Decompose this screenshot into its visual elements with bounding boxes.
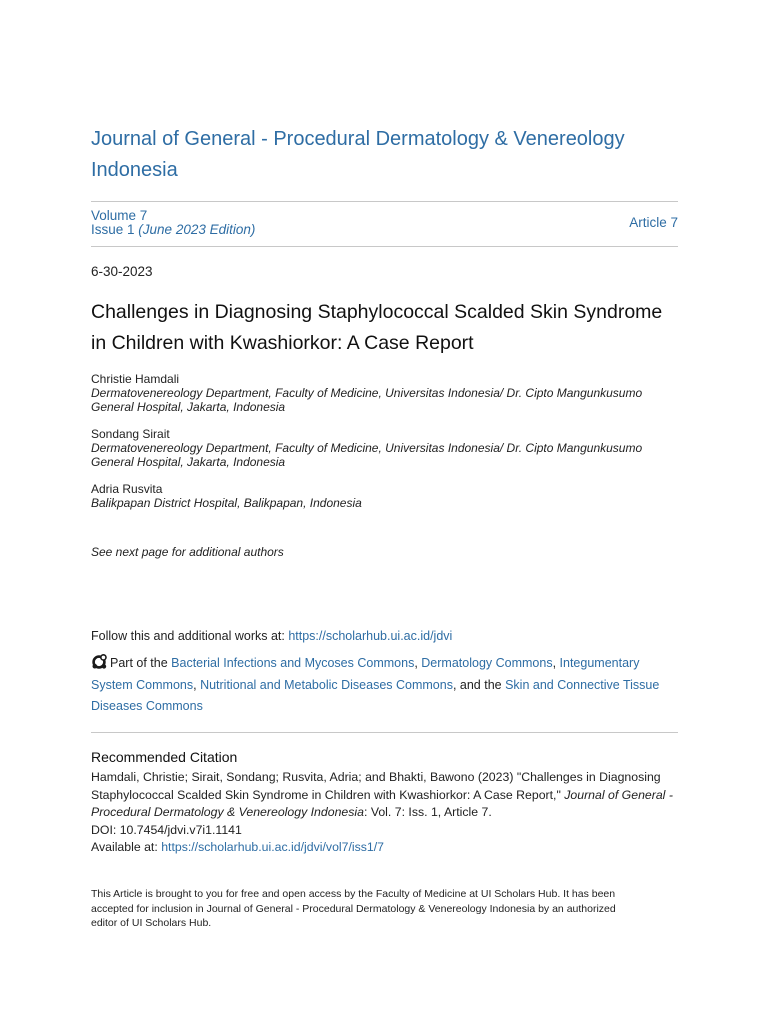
volume-issue-block — [91, 209, 255, 237]
and-the-text: , and the — [452, 677, 506, 692]
part-of-prefix: Part of the — [110, 656, 172, 670]
citation-journal-part2: Procedural Dermatology & Venereology Indonesia — [91, 805, 364, 819]
article-title-line1: Challenges in Diagnosing Staphylococcal Scalded Skin Syndrome — [91, 301, 663, 323]
volume-link[interactable]: Volume 7 — [91, 208, 148, 223]
author-entry — [91, 482, 678, 510]
citation-heading: Recommended Citation — [91, 749, 238, 765]
footer-line3: editor of UI Scholars Hub. — [91, 917, 212, 929]
open-access-note — [91, 887, 678, 931]
publication-date: 6-30-2023 — [91, 264, 153, 279]
citation-line1: Hamdali, Christie; Sirait, Sondang; Rusvita, Adria; and Bhakti, Bawono (2023) "Challenges in Diagnosing — [91, 770, 661, 784]
article-title-line2: in Children with Kwashiorkor: A Case Report — [91, 332, 474, 354]
follow-line — [91, 629, 452, 643]
issue-link[interactable] — [91, 222, 255, 237]
skin-line1[interactable]: Skin and Connective Tissue — [505, 677, 660, 692]
footer-line1: This Article is brought to you for free and open access by the Faculty of Medicine at UI Scholars Hub. It has been — [91, 888, 616, 900]
integumentary-line2[interactable]: System Commons — [91, 677, 194, 692]
discipline-link-dermatology[interactable]: Dermatology Commons — [421, 656, 553, 670]
network-icon — [91, 654, 107, 670]
author-affiliation-line1: Dermatovenereology Department, Faculty of Medicine, Universitas Indonesia/ Dr. Cipto Mangunkusumo — [91, 441, 643, 455]
author-affiliation-line2: General Hospital, Jakarta, Indonesia — [91, 400, 286, 414]
author-name: Sondang Sirait — [91, 427, 170, 441]
citation-journal-part1: Journal of General - — [564, 787, 673, 802]
follow-link[interactable]: https://scholarhub.ui.ac.id/jdvi — [288, 629, 453, 643]
author-list — [91, 372, 678, 523]
citation-divider — [91, 732, 678, 733]
integumentary-line1[interactable]: Integumentary — [559, 656, 640, 670]
discipline-link-bacterial[interactable]: Bacterial Infections and Mycoses Commons — [171, 656, 415, 670]
follow-text: Follow this and additional works at: — [91, 629, 289, 643]
separator: , — [193, 677, 201, 692]
additional-authors-note: See next page for additional authors — [91, 545, 284, 559]
author-affiliation-line1: Dermatovenereology Department, Faculty of Medicine, Universitas Indonesia/ Dr. Cipto Mangunkusumo — [91, 386, 643, 400]
journal-title-line1[interactable]: Journal of General - Procedural Dermatology & Venereology — [91, 128, 625, 150]
discipline-link-nutritional[interactable]: Nutritional and Metabolic Diseases Commons — [200, 677, 453, 692]
article-title — [91, 297, 678, 359]
separator: , — [414, 656, 422, 670]
journal-title-link[interactable] — [91, 128, 625, 181]
author-affiliation-line2: General Hospital, Jakarta, Indonesia — [91, 455, 286, 469]
available-link[interactable]: https://scholarhub.ui.ac.id/jdvi/vol7/iss1/7 — [161, 840, 385, 854]
network-icon-svg — [91, 654, 107, 670]
citation-line2: Staphylococcal Scalded Skin Syndrome in Children with Kwashiorkor: A Case Report," — [91, 787, 565, 802]
author-name: Adria Rusvita — [91, 482, 163, 496]
article-number-link[interactable]: Article 7 — [629, 215, 678, 230]
author-affiliation — [91, 441, 678, 469]
separator: , — [552, 656, 560, 670]
journal-title-line2[interactable]: Indonesia — [91, 159, 178, 181]
author-name: Christie Hamdali — [91, 372, 180, 386]
citation-body — [91, 769, 678, 857]
journal-title[interactable] — [91, 124, 678, 186]
author-affiliation — [91, 386, 678, 414]
skin-line2[interactable]: Diseases Commons — [91, 699, 203, 713]
issue-edition[interactable]: (June 2023 Edition) — [138, 222, 256, 237]
footer-line2: accepted for inclusion in Journal of General - Procedural Dermatology & Venereology Indonesia by an authorized — [91, 902, 616, 915]
issue-label[interactable]: Issue 1 — [91, 222, 135, 237]
citation-volume: : Vol. 7: Iss. 1, Article 7. — [363, 805, 492, 819]
top-divider — [91, 201, 678, 202]
citation-doi: DOI: 10.7454/jdvi.v7i1.1141 — [91, 822, 242, 837]
author-affiliation: Balikpapan District Hospital, Balikpapan, Indonesia — [91, 496, 362, 510]
author-entry — [91, 372, 678, 414]
available-label: Available at: — [91, 840, 162, 854]
issue-divider — [91, 246, 678, 247]
part-of-disciplines — [91, 653, 678, 718]
author-entry — [91, 427, 678, 469]
